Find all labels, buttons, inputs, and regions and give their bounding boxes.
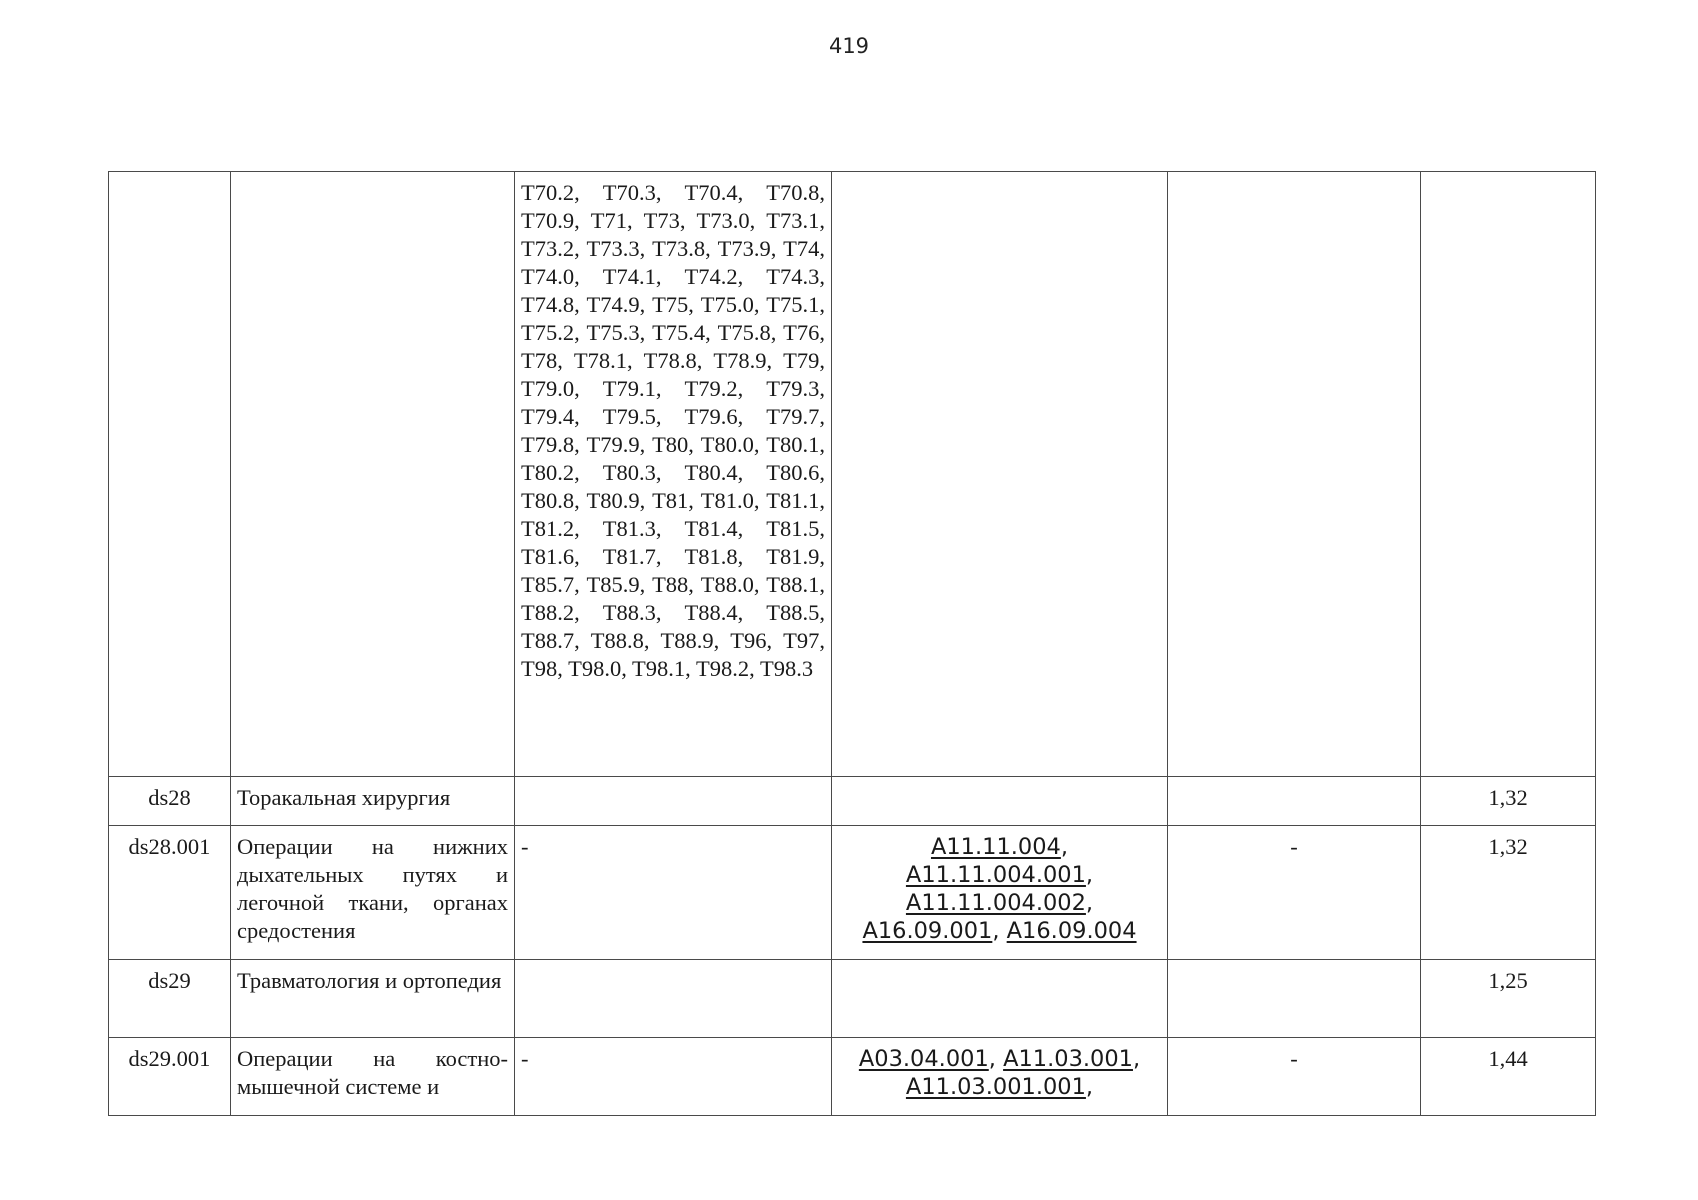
- row-code: ds28: [109, 777, 231, 826]
- row-extra: [1168, 172, 1421, 777]
- service-link[interactable]: A11.11.004.002: [905, 890, 1086, 916]
- table-row: [109, 960, 1596, 1038]
- row-name: Операции на нижних дыхательных путях и легочной ткани, органах средостения: [231, 826, 515, 960]
- row-services: A03.04.001, A11.03.001, A11.03.001.001,: [832, 1038, 1168, 1116]
- row-diagnoses: T70.2, T70.3, T70.4, T70.8, T70.9, T71, T73, T73.0, T73.1, T73.2, T73.3, T73.8, T73.9, T74, T74.0, T74.1, T74.2, T74.3, T74.8, T74.9, T75, T75.0, T75.1, T75.2, T75.3, T75.4, T75.8, T76, T78, T78.1, T78.8, T78.9, T79, T79.0, T79.1, T79.2, T79.3, T79.4, T79.5, T79.6, T79.7, T79.8, T79.9, T80, T80.0, T80.1, T80.2, T80.3, T80.4, T80.6, T80.8, T80.9, T81, T81.0, T81.1, T81.2, T81.3, T81.4, T81.5, T81.6, T81.7, T81.8, T81.9, T85.7, T85.9, T88, T88.0, T88.1, T88.2, T88.3, T88.4, T88.5, T88.7, T88.8, T88.9, T96, T97, T98, T98.0, T98.1, T98.2, T98.3: [515, 172, 832, 777]
- row-diagnoses: -: [515, 826, 832, 960]
- service-link[interactable]: A16.09.001: [862, 918, 993, 944]
- row-name: Травматология и ортопедия: [231, 960, 515, 1038]
- service-link[interactable]: A16.09.004: [1006, 918, 1137, 944]
- row-coefficient: 1,44: [1421, 1038, 1596, 1116]
- table-row: [109, 826, 1596, 960]
- row-extra: [1168, 777, 1421, 826]
- row-code: ds29.001: [109, 1038, 231, 1116]
- row-coefficient: 1,32: [1421, 777, 1596, 826]
- ksg-table: [108, 171, 1596, 1116]
- page-number: 419: [828, 34, 870, 58]
- row-diagnoses: [515, 960, 832, 1038]
- row-diagnoses: -: [515, 1038, 832, 1116]
- row-services: A11.11.004, A11.11.004.001, A11.11.004.002, A16.09.001, A16.09.004: [832, 826, 1168, 960]
- row-code: [109, 172, 231, 777]
- table-row: [109, 1038, 1596, 1116]
- table-row: [109, 172, 1596, 777]
- service-link[interactable]: A11.11.004: [930, 834, 1061, 860]
- row-coefficient: 1,32: [1421, 826, 1596, 960]
- row-extra: -: [1168, 826, 1421, 960]
- row-extra: -: [1168, 1038, 1421, 1116]
- row-diagnoses: [515, 777, 832, 826]
- table-row: [109, 777, 1596, 826]
- service-link[interactable]: A11.11.004.001: [905, 862, 1086, 888]
- row-services: [832, 960, 1168, 1038]
- row-services: [832, 777, 1168, 826]
- row-extra: [1168, 960, 1421, 1038]
- row-coefficient: 1,25: [1421, 960, 1596, 1038]
- row-name: [231, 172, 515, 777]
- row-code: ds29: [109, 960, 231, 1038]
- row-name: Операции на костно-мышечной системе и: [231, 1038, 515, 1116]
- row-name: Торакальная хирургия: [231, 777, 515, 826]
- row-services: [832, 172, 1168, 777]
- service-link[interactable]: A11.03.001: [1003, 1046, 1133, 1072]
- row-code: ds28.001: [109, 826, 231, 960]
- service-link[interactable]: A03.04.001: [858, 1046, 989, 1072]
- row-coefficient: [1421, 172, 1596, 777]
- service-link[interactable]: A11.03.001.001: [905, 1074, 1086, 1100]
